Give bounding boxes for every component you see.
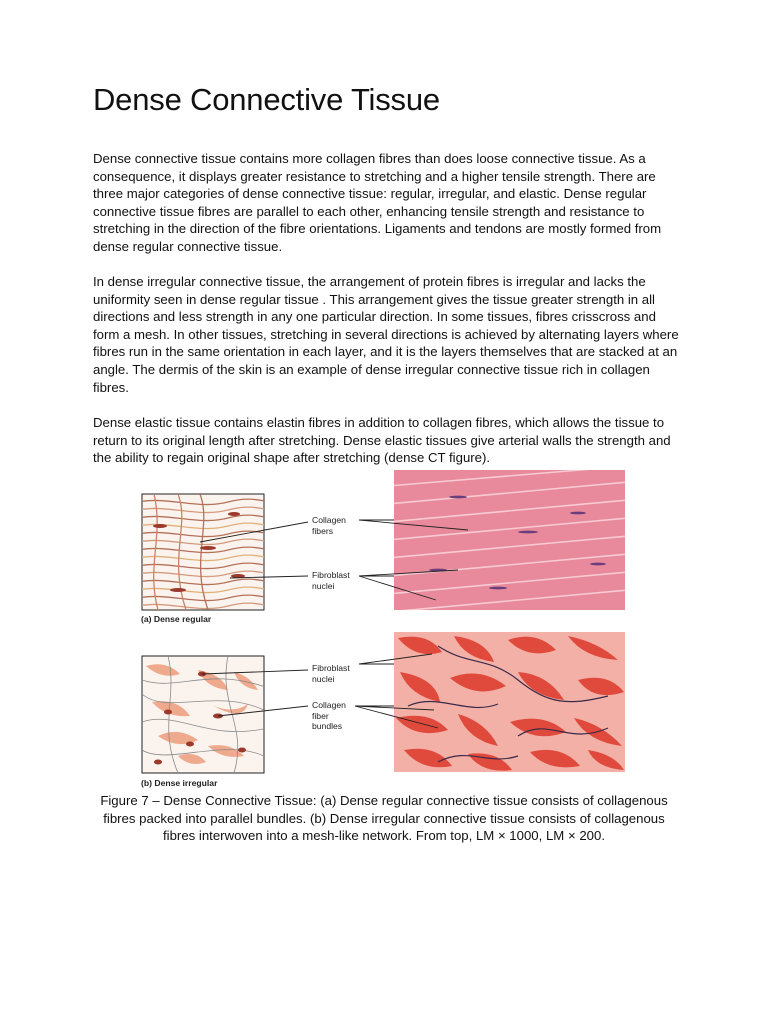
subtitle-dense-regular: (a) Dense regular	[141, 614, 212, 624]
subtitle-dense-irregular: (b) Dense irregular	[141, 778, 218, 788]
figure-7	[138, 466, 630, 792]
figure-illustration	[138, 466, 630, 792]
paragraph-2: In dense irregular connective tissue, the arrangement of protein fibres is irregular and lacks the uniformity seen in dense regular tissue . This arrangement gives the tissue greater strength in all directions and less strength in any one particular direction. In some tissues, fibres crisscross and form a mesh. In other tissues, stretching in several directions is achieved by alternating layers where fibres run in the same orientation in each layer, and it is the layers themselves that are stacked at an angle. The dermis of the skin is an example of dense irregular connective tissue rich in collagen fibres.	[93, 274, 679, 395]
label-collagen-fiber-bundles: Collagen fiber bundles	[312, 700, 346, 731]
page-title: Dense Connective Tissue	[93, 82, 440, 117]
figure-caption: Figure 7 – Dense Connective Tissue: (a) Dense regular connective tissue consists of collagenous fibres packed into parallel bundles. (b) Dense irregular connective tissue consists of collagenous fibres interwoven into a mesh-like network. From top, LM × 1000, LM × 200.	[100, 793, 668, 844]
dense-regular-micrograph	[388, 466, 628, 612]
dense-regular-drawing	[138, 494, 278, 610]
dense-irregular-micrograph	[394, 632, 625, 772]
label-fibroblast-nuclei-b: Fibroblast nuclei	[312, 663, 350, 684]
label-collagen-fibers: Collagen fibers	[312, 515, 346, 536]
paragraph-3: Dense elastic tissue contains elastin fibres in addition to collagen fibres, which allows the tissue to return to its original length after stretching. Dense elastic tissues give arterial walls the strength and the ability to regain original shape after stretching (dense CT figure).	[93, 415, 671, 466]
label-fibroblast-nuclei-a: Fibroblast nuclei	[312, 570, 350, 591]
paragraph-1: Dense connective tissue contains more collagen fibres than does loose connective tissue. As a consequence, it displays greater resistance to stretching and a higher tensile strength. There are three major categories of dense connective tissue: regular, irregular, and elastic. Dense regular connective tissue fibres are parallel to each other, enhancing tensile strength and resistance to stretching in the direction of the fibre orientations. Ligaments and tendons are mostly formed from dense regular connective tissue.	[93, 151, 662, 254]
